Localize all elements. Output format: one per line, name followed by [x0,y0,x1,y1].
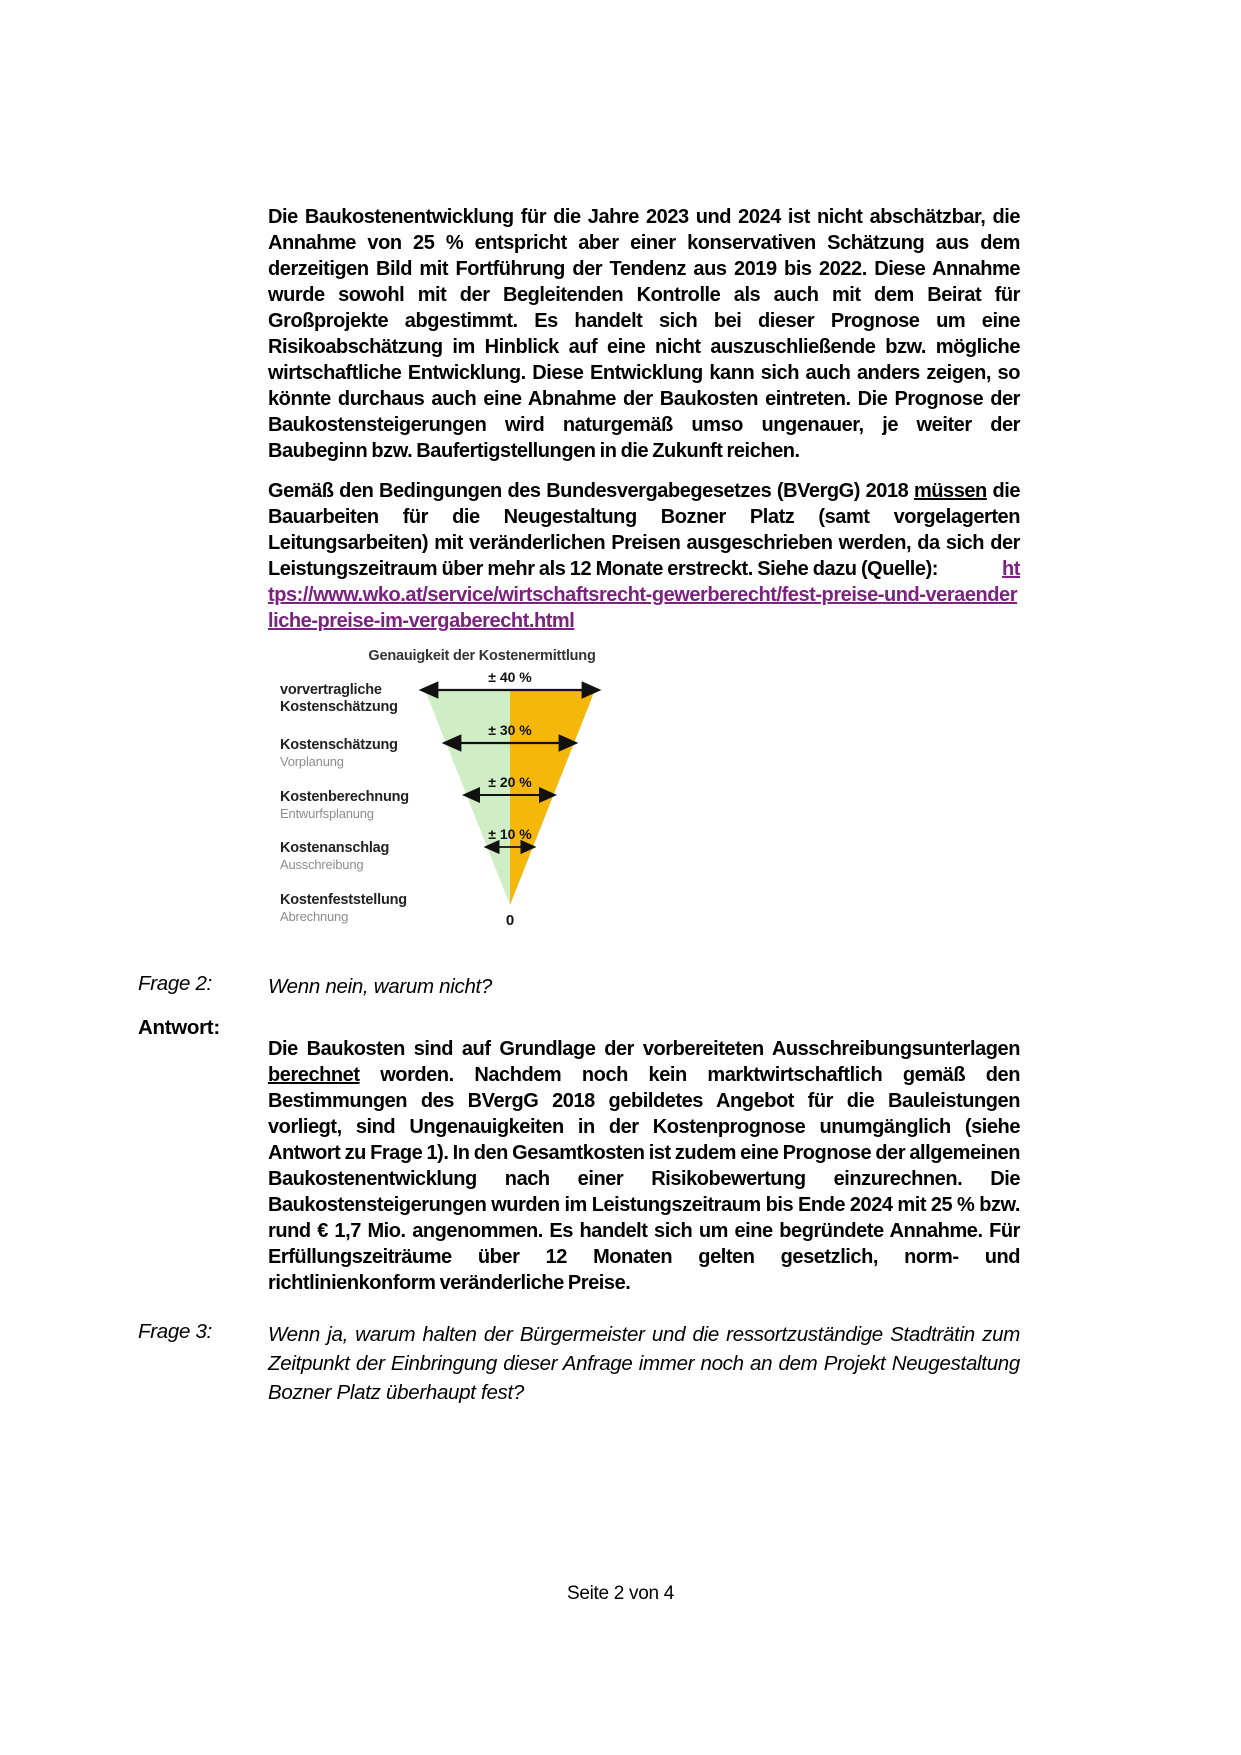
frage3-text: Wenn ja, warum halten der Bürgermeister und die ressortzuständige Stadträtin zum Zeitpunkt der Einbringung dieser Anfrage immer noch an dem Projekt Neugestaltung Bozner Platz überhaupt fest? [268,1323,1020,1404]
antwort-part2: worden. Nachdem noch kein marktwirtschaftlich gemäß den Bestimmungen des BVergG 2018 gebildetes Angebot für die Bauleistungen vorliegt, sind Ungenauigkeiten in der Kostenprognose unumgänglich (siehe Antwort zu Frage 1). In den Gesamtkosten ist zudem eine Prognose der allgemeinen Baukostenentwicklung nach einer Risikobewertung einzurechnen. Die Baukostensteigerungen wurden im Leistungszeitraum bis Ende 2024 mit 25 % bzw. rund € 1,7 Mio. angenommen. Es handelt sich um eine begründete Annahme. Für Erfüllungszeiträume über 12 Monaten gelten gesetzlich, norm- und richtlinienkonform veränderliche Preise. [268,1064,1020,1294]
range-label-0: 0 [505,912,515,929]
chart-title: Genauigkeit der Kostenermittlung [368,648,596,664]
frage3-label: Frage 3: [138,1320,212,1343]
range-label-30: ± 30 % [488,722,532,738]
phase-row-kostenanschlag [280,840,430,873]
phase-sublabel: Ausschreibung [280,857,364,872]
phase-row-kostenberechnung [280,789,430,822]
phase-row-kostenfeststellung [280,892,430,925]
frage2-label: Frage 2: [138,972,212,995]
phase-label: vorvertragliche Kostenschätzung [280,682,398,715]
wko-link[interactable]: https://www.wko.at/service/wirtschaftsrecht-gewerberecht/fest-preise-und-veraenderliche-preise-im-vergaberecht.html [268,558,1020,632]
frage2-text: Wenn nein, warum nicht? [268,975,493,998]
paragraph-bvergg [268,478,1020,634]
antwort-underlined: berechnet [268,1064,360,1086]
paragraph-baukostenentwicklung: Die Baukostenentwicklung für die Jahre 2023 und 2024 ist nicht abschätzbar, die Annahme von 25 % entspricht aber einer konservativen Schätzung aus dem derzeitigen Bild mit Fortführung der Tendenz aus 2019 bis 2022. Diese Annahme wurde sowohl mit der Begleitenden Kontrolle als auch mit dem Beirat für Großprojekte abgestimmt. Es handelt sich bei dieser Prognose um eine Risikoabschätzung im Hinblick auf eine nicht auszuschließende bzw. mögliche wirtschaftliche Entwicklung. Diese Entwicklung kann sich auch anders zeigen, so könnte durchaus auch eine Abnahme der Baukosten eintreten. Die Prognose der Baukostensteigerungen wird naturgemäß umso ungenauer, je weiter der Baubeginn bzw. Baufertigstellungen in die Zukunft reichen. [268,206,1020,462]
paragraph-bvergg-part1: Gemäß den Bedingungen des Bundesvergabegesetzes (BVergG) 2018 [268,480,914,502]
antwort-part1: Die Baukosten sind auf Grundlage der vorbereiteten Ausschreibungsunterlagen [268,1038,1020,1060]
phase-label: Kostenanschlag [280,840,390,856]
phase-label: Kostenfeststellung [280,892,407,908]
range-label-10: ± 10 % [488,826,532,842]
phase-label: Kostenberechnung [280,789,409,805]
paragraph-bvergg-underlined: müssen [913,480,987,502]
cost-accuracy-funnel-chart [272,642,672,942]
antwort-label: Antwort: [138,1016,220,1039]
phase-row-vorvertragliche [280,682,430,716]
phase-sublabel: Entwurfsplanung [280,806,374,821]
antwort-text [268,1036,1020,1296]
range-label-40: ± 40 % [488,669,532,685]
range-label-20: ± 20 % [488,774,532,790]
phase-row-kostenschaetzung [280,737,430,770]
paragraph-bvergg-part2: die Bauarbeiten für die Neugestaltung Bozner Platz (samt vorgelagerten Leitungsarbeiten) mit veränderlichen Preisen ausgeschrieben werden, da sich der Leistungszeitraum über mehr als 12 Monate erstreckt. Siehe dazu (Quelle): [268,480,1021,580]
phase-sublabel: Abrechnung [280,909,349,924]
phase-label: Kostenschätzung [280,737,398,753]
page-number: Seite 2 von 4 [566,1583,674,1604]
phase-sublabel: Vorplanung [280,754,344,769]
